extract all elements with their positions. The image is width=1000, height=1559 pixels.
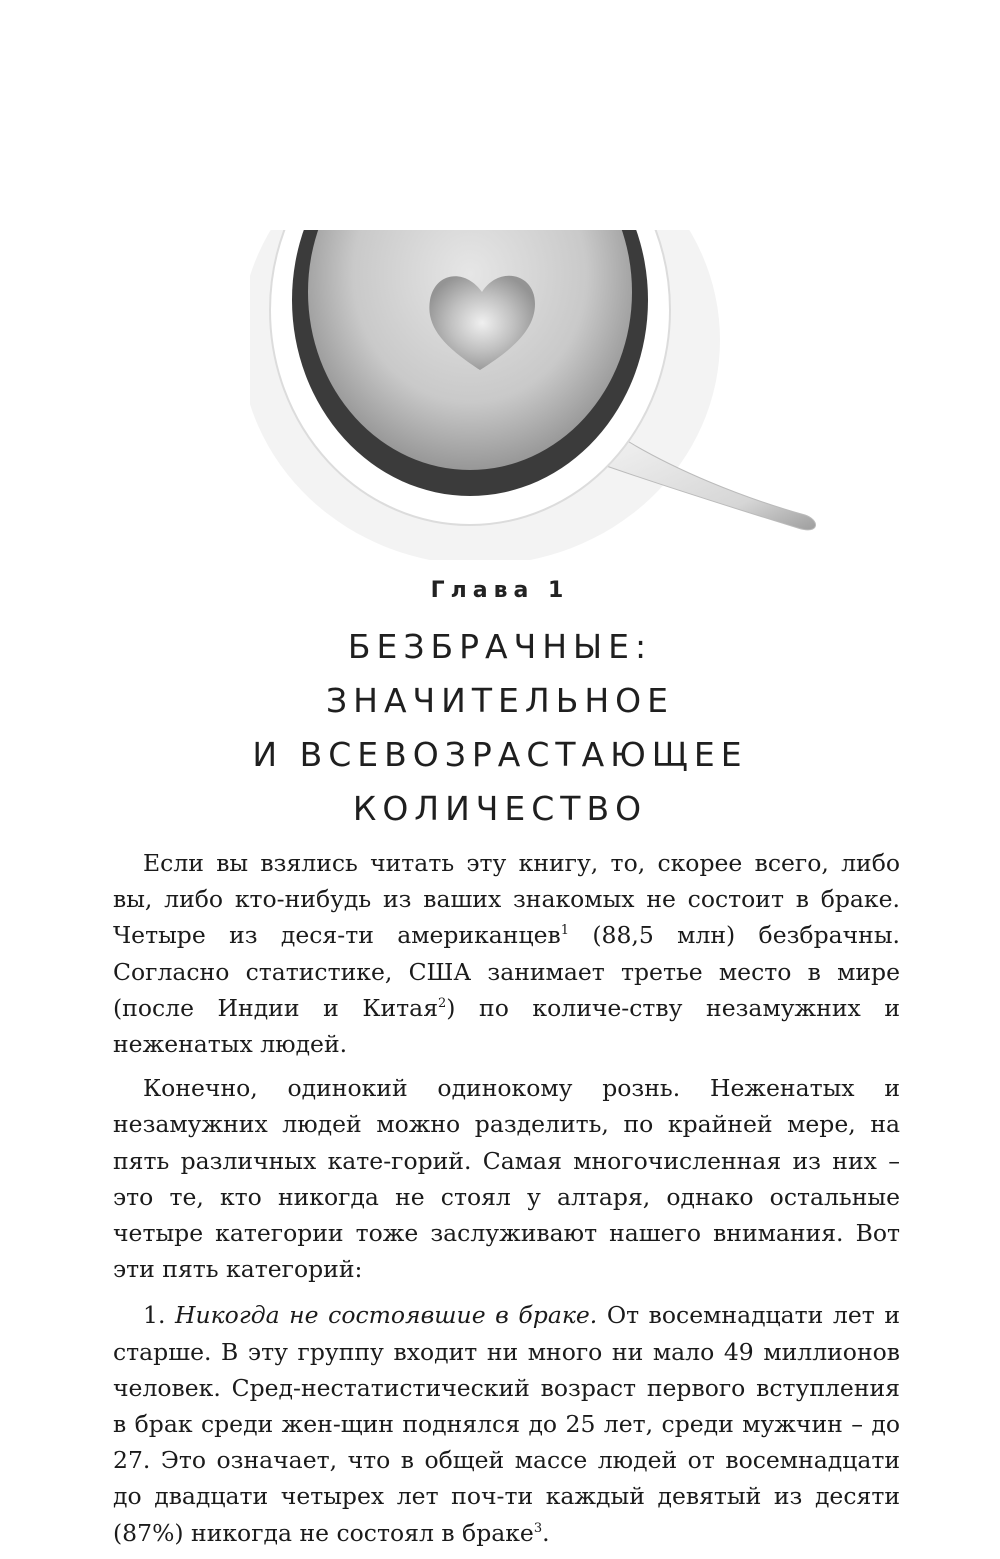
chapter-label: Глава 1 [430,578,570,603]
paragraph-text: (88,5 млн) безбрачны. Согласно статистике, США занимает третье место в мире (после Индии и Китая [113,921,900,1022]
coffee-cup-heart-icon [250,200,830,560]
chapter-title [100,620,900,836]
paragraph-text: Если вы взялись читать эту книгу, то, скорее всего, либо вы, либо кто-нибудь из ваших знакомых не состоит в браке. Четыре из деся-ти американцев [113,849,900,950]
paragraph-intro [113,845,900,1062]
list-item-heading: Никогда не состоявшие в браке. [175,1301,598,1330]
chapter-title-line: КОЛИЧЕСТВО [352,789,648,828]
paragraph-text: . [542,1518,550,1547]
paragraph-text: ) по количе-ству незамужних и неженатых людей. [113,993,900,1059]
paragraph-text: Конечно, одинокий одинокому рознь. Неженатых и незамужних людей можно разделить, по крайней мере, на пять различных кате-горий. Самая многочисленная из них – это те, кто никогда не стоял у алтаря, однако остальные четыре категории тоже заслуживают нашего внимания. Вот эти пять категорий: [113,1074,900,1284]
chapter-title-line: И ВСЕВОЗРАСТАЮЩЕЕ [252,735,748,774]
list-number: 1. [143,1301,176,1330]
paragraph-text: От восемнадцати лет и старше. В эту группу входит ни много ни мало 49 миллионов человек. Сред-нестатистический возраст первого вступления в брак среди жен-щин поднялся до 25 лет, среди мужчин – до 27. Это означает, что в общей массе людей от восемнадцати до двадцати четырех лет поч-ти каждый девятый из десяти (87%) никогда не состоял в браке [113,1301,900,1547]
footnote-ref[interactable]: 3 [533,1520,543,1536]
body-text [113,845,900,1559]
chapter-title-line: БЕЗБРАЧНЫЕ: [347,627,653,666]
footnote-ref[interactable]: 1 [560,923,569,939]
footnote-ref[interactable]: 2 [438,995,447,1011]
chapter-title-line: ЗНАЧИТЕЛЬНОЕ [326,681,674,720]
paragraph-categories [113,1070,900,1287]
list-item-never-married [113,1297,900,1550]
